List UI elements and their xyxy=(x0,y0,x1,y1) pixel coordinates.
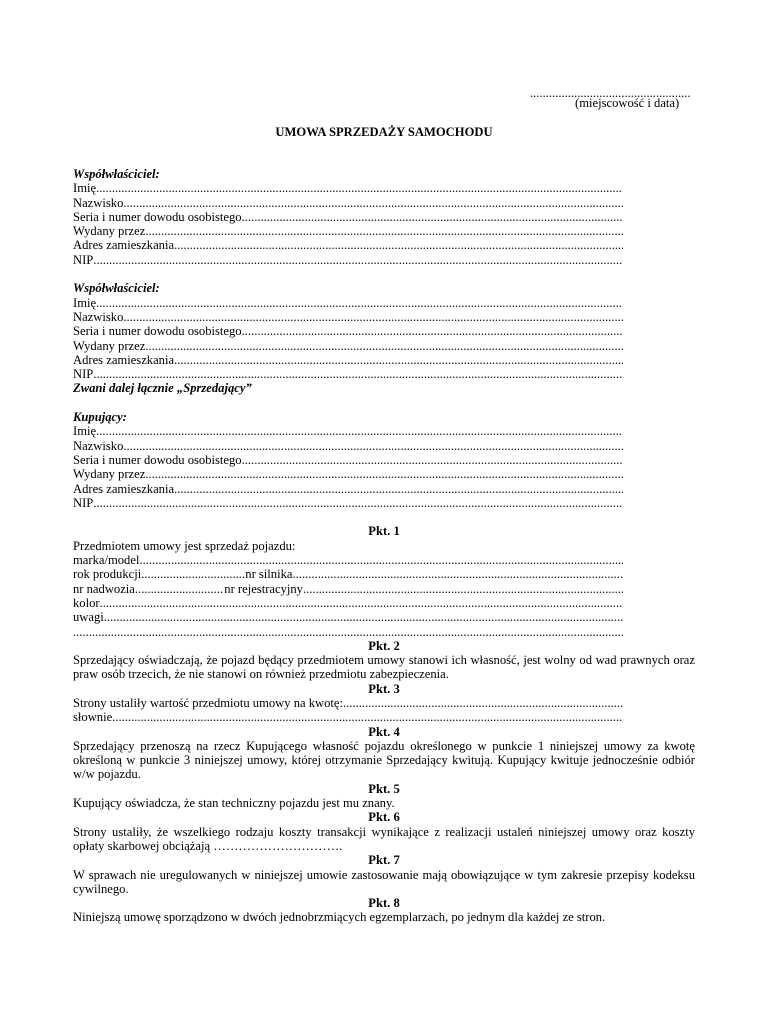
seller2-heading: Współwłaściciel: xyxy=(73,281,160,296)
seller1-heading: Współwłaściciel: xyxy=(73,167,160,181)
pkt5-text: Kupujący oświadcza, że stan techniczny pojazdu jest mu znany. xyxy=(73,796,395,811)
seller2-address-field: Adres zamieszkania ..... xyxy=(73,353,623,367)
buyer-address-field: Adres zamieszkania ..... xyxy=(73,482,623,496)
seller1-address-field: Adres zamieszkania ..... xyxy=(73,238,623,252)
pkt8-title: Pkt. 8 xyxy=(368,896,400,911)
pkt4-text: Sprzedający przenoszą na rzecz Kupującego własność pojazdu określonego w punkcie 1 niniejszej umowy za kwotę określoną w punkcie 3 niniejszej umowy, której otrzymanie Sprzedający kwitują. Kupujący kwituje jednocześnie odbiór w/w pojazdu. xyxy=(73,738,695,782)
pkt4-title: Pkt. 4 xyxy=(368,724,400,739)
price-amount-field: Strony ustaliły wartość przedmiotu umowy na kwotę: ..... xyxy=(73,696,623,710)
seller2-issued-by-field: Wydany przez ..... xyxy=(73,339,623,353)
pkt3-title: Pkt. 3 xyxy=(368,681,400,696)
seller1-id-number-field: Seria i numer dowodu osobistego ..... xyxy=(73,210,623,224)
seller1-issued-by-field: Wydany przez ..... xyxy=(73,224,623,238)
seller2-nip-field: NIP ..... xyxy=(73,367,623,381)
vehicle-body-registration-row: nr nadwozia ..... nr rejestracyjny ..... xyxy=(73,582,623,596)
seller2-id-number-field: Seria i numer dowodu osobistego ..... xyxy=(73,324,623,338)
price-words-field: słownie ..... xyxy=(73,710,623,724)
pkt1-title: Pkt. 1 xyxy=(368,524,400,539)
pkt7-title: Pkt. 7 xyxy=(368,853,400,868)
seller2-last-name-field: Nazwisko ..... xyxy=(73,310,623,324)
vehicle-notes-continuation xyxy=(73,625,623,639)
pkt7-text: W sprawach nie uregulowanych w niniejszej umowie zastosowanie mają obowiązujące w tym zakresie przepisy kodeksu cywilnego. xyxy=(73,867,695,896)
pkt1-intro: Przedmiotem umowy jest sprzedaż pojazdu: xyxy=(73,538,296,553)
vehicle-color-field: kolor ..... xyxy=(73,596,623,610)
seller1-last-name-field: Nazwisko ..... xyxy=(73,196,623,210)
vehicle-year-engine-row: rok produkcji ..... nr silnika ..... xyxy=(73,567,623,581)
buyer-last-name-field: Nazwisko ..... xyxy=(73,439,623,453)
seller2-first-name-field: Imię ..... xyxy=(73,296,623,310)
document-title: UMOWA SPRZEDAŻY SAMOCHODU xyxy=(275,125,493,139)
buyer-id-number-field: Seria i numer dowodu osobistego ..... xyxy=(73,453,623,467)
pkt2-text: Sprzedający oświadczają, że pojazd będący przedmiotem umowy stanowi ich własność, jest wolny od wad prawnych oraz praw osób trzecich, że nie stanowi on również przedmiotu zabezpieczenia. xyxy=(73,653,695,682)
date-label: (miejscowość i data) xyxy=(575,96,680,110)
document-body xyxy=(73,167,695,925)
vehicle-model-field: marka/model ..... xyxy=(73,553,623,567)
pkt6-title: Pkt. 6 xyxy=(368,810,400,825)
seller1-nip-field: NIP ..... xyxy=(73,253,623,267)
buyer-nip-field: NIP ..... xyxy=(73,496,623,510)
pkt5-title: Pkt. 5 xyxy=(368,781,400,796)
buyer-heading: Kupujący: xyxy=(73,410,127,425)
vehicle-notes-field: uwagi ..... xyxy=(73,610,623,624)
buyer-first-name-field: Imię ..... xyxy=(73,424,623,438)
pkt8-text: Niniejszą umowę sporządzono w dwóch jednobrzmiących egzemplarzach, po jednym dla każdej ze stron. xyxy=(73,910,606,925)
seller1-first-name-field: Imię ..... xyxy=(73,181,623,195)
sellers-note: Zwani dalej łącznie „Sprzedający” xyxy=(73,381,252,396)
pkt2-title: Pkt. 2 xyxy=(368,638,400,653)
date-dots: ................................................... xyxy=(530,86,691,100)
pkt6-text: Strony ustaliły, że wszelkiego rodzaju koszty transakcji wynikające z realizacji ustaleń niniejszej umowy oraz koszty opłaty skarbowej obciążają …………………………. xyxy=(73,824,695,853)
buyer-issued-by-field: Wydany przez ..... xyxy=(73,467,623,481)
